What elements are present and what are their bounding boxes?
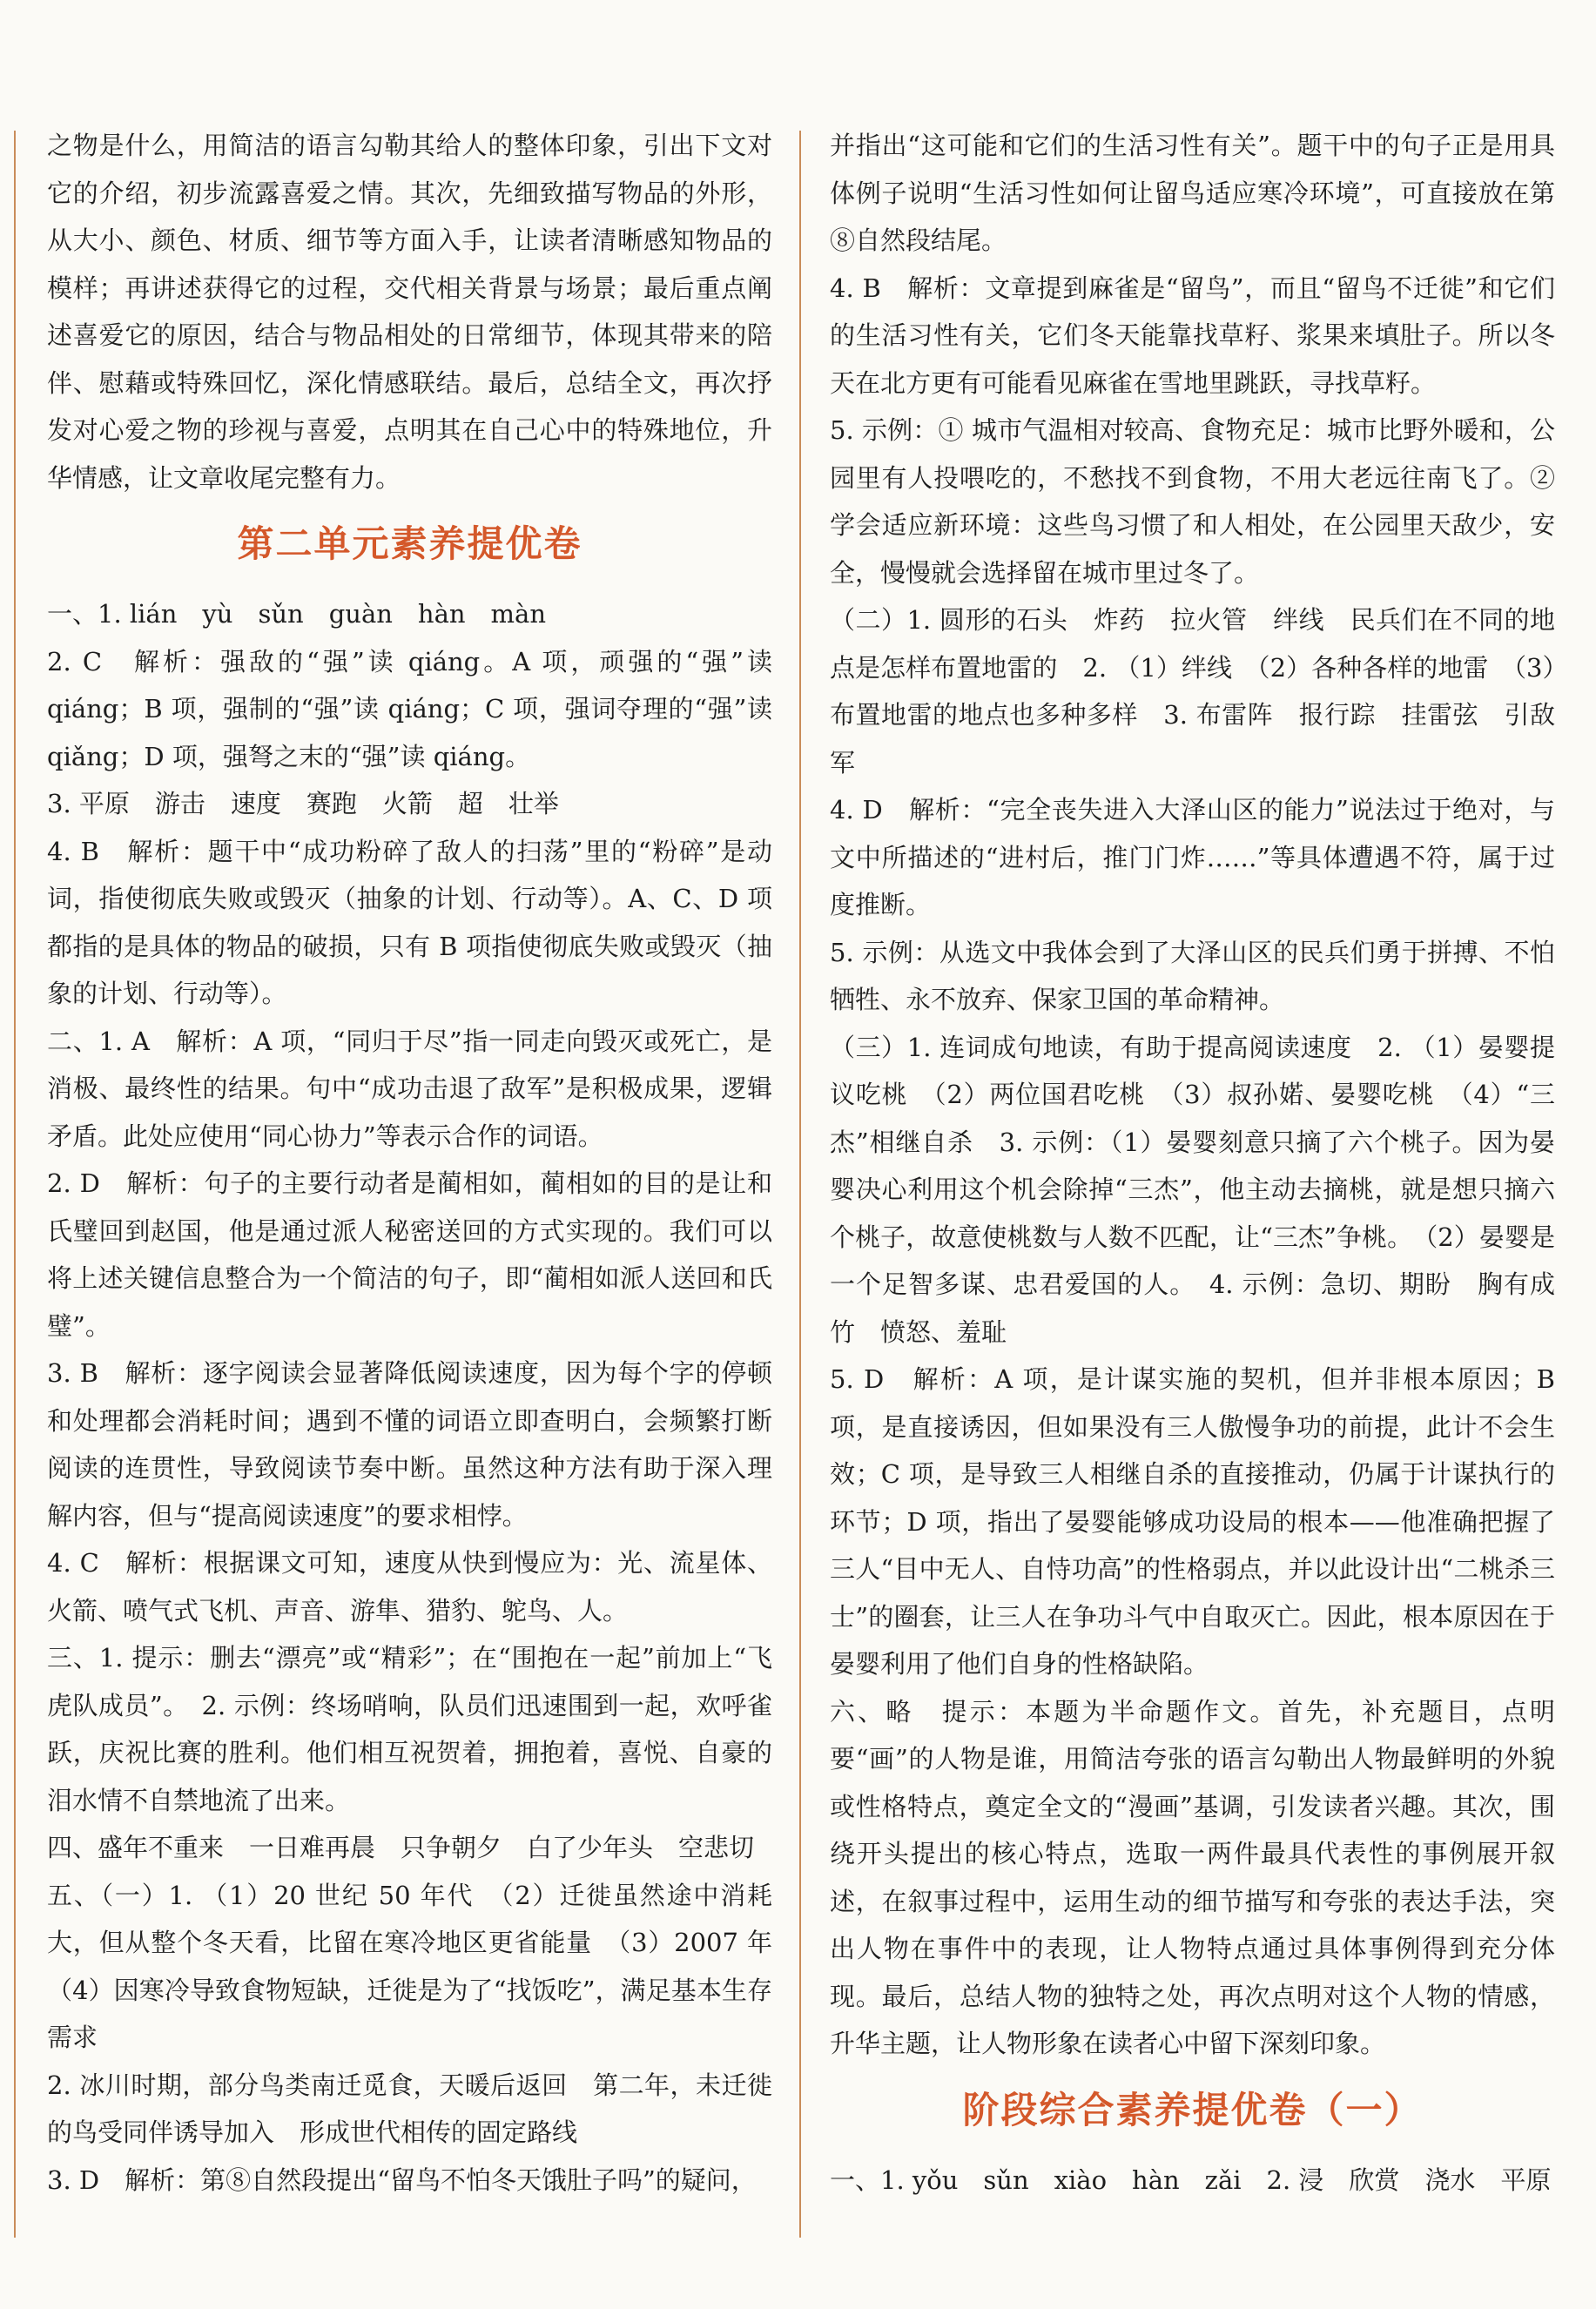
section-title-unit-two: 第二单元素养提优卷: [237, 522, 583, 565]
answer-paragraph: 四、盛年不重来 一日难再晨 只争朝夕 白了少年头 空悲切: [47, 1833, 755, 1862]
answer-paragraph: 4. C 解析：根据课文可知，速度从快到慢应为：光、流星体、火箭、喷气式飞机、声音、游隼、猎豹、鸵鸟、人。: [47, 1548, 772, 1626]
answer-paragraph: 4. B 解析：题干中“成功粉碎了敌人的扫荡”里的“粉碎”是动词，指使彻底失败或毁灭（抽象的计划、行动等）。A、C、D 项都指的是具体的物品的破损，只有 B 项指使彻底失败或毁灭（抽象的计划、行动等）。: [47, 836, 772, 1008]
answer-paragraph: 4. B 解析：文章提到麻雀是“留鸟”，而且“留鸟不迁徙”和它们的生活习性有关，它们冬天能靠找草籽、浆果来填肚子。所以冬天在北方更有可能看见麻雀在雪地里跳跃，寻找草籽。: [830, 273, 1555, 398]
left-margin-rule: [14, 131, 16, 2238]
answer-paragraph: 一、1. yǒu sǔn xiào hàn zǎi 2. 浸 欣赏 浇水 平原: [830, 2164, 1552, 2195]
section-title-stage-one: 阶段综合素养提优卷（一）: [962, 2088, 1423, 2131]
intro-paragraph: 之物是什么，用简洁的语言勾勒其给人的整体印象，引出下文对它的介绍，初步流露喜爱之情。其次，先细致描写物品的外形，从大小、颜色、材质、细节等方面入手，让读者清晰感知物品的模样；再讲述获得它的过程，交代相关背景与场景；最后重点阐述喜爱它的原因，结合与物品相处的日常细节，体现其带来的陪伴、慰藉或特殊回忆，深化情感联结。最后，总结全文，再次抒发对心爱之物的珍视与喜爱，点明其在自己心中的特殊地位，升华情感，让文章收尾完整有力。: [47, 131, 772, 493]
answer-paragraph: 五、（一）1. （1）20 世纪 50 年代 （2）迁徙虽然途中消耗大，但从整个冬天看，比留在寒冷地区更省能量 （3）2007 年 （4）因寒冷导致食物短缺，迁徙是为了“找饭吃”，满足基本生存需求: [47, 1880, 798, 2052]
answer-paragraph: 三、1. 提示：删去“漂亮”或“精彩”；在“围抱在一起”前加上“飞虎队成员”。 2. 示例：终场哨响，队员们迅速围到一起，欢呼雀跃，庆祝比赛的胜利。他们相互祝贺着，拥抱着，喜悦、自豪的泪水情不自禁地流了出来。: [47, 1643, 772, 1815]
right-column: [830, 122, 1555, 2204]
answer-paragraph: 一、1. lián yù sǔn guàn hàn màn: [47, 599, 547, 629]
answer-paragraph: 3. 平原 游击 速度 赛跑 火箭 超 壮举: [47, 789, 559, 818]
answer-paragraph: 并指出“这可能和它们的生活习性有关”。题干中的句子正是用具体例子说明“生活习性如何让留鸟适应寒冷环境”，可直接放在第⑧自然段结尾。: [830, 131, 1555, 255]
answer-paragraph: （三）1. 连词成句地读，有助于提高阅读速度 2. （1）晏婴提议吃桃 （2）两位国君吃桃 （3）叔孙婼、晏婴吃桃 （4）“三杰”相继自杀 3. 示例：（1）晏婴刻意只摘了六个桃子。因为晏婴决心利用这个机会除掉“三杰”，他主动去摘桃，就是想只摘六个桃子，故意使桃数与人数不匹配，让“三杰”争桃。 （2）晏婴是一个足智多谋、忠君爱国的人。 4. 示例：急切、期盼 胸有成竹 愤怒、羞耻: [830, 1032, 1555, 1347]
answer-paragraph: 二、1. A 解析：A 项，“同归于尽”指一同走向毁灭或死亡，是消极、最终性的结果。句中“成功击退了敌军”是积极成果，逻辑矛盾。此处应使用“同心协力”等表示合作的词语。: [47, 1026, 772, 1151]
answer-paragraph: 2. C 解析：强敌的“强”读 qiáng。A 项，顽强的“强”读 qiáng；B 项，强制的“强”读 qiáng；C 项，强词夺理的“强”读 qiǎng；D 项，强弩之末的“强”读 qiáng。: [47, 646, 772, 771]
answer-paragraph: 5. D 解析：A 项，是计谋实施的契机，但并非根本原因；B 项，是直接诱因，但如果没有三人傲慢争功的前提，此计不会生效；C 项，是导致三人相继自杀的直接推动，仍属于计谋执行的环节；D 项，指出了晏婴能够成功设局的根本——他准确把握了三人“目中无人、自恃功高”的性格弱点，并以此设计出“二桃杀三士”的圈套，让三人在争功斗气中自取灭亡。因此，根本原因在于晏婴利用了他们自身的性格缺陷。: [830, 1364, 1555, 1679]
answer-paragraph: 5. 示例：从选文中我体会到了大泽山区的民兵们勇于拼搏、不怕牺牲、永不放弃、保家卫国的革命精神。: [830, 937, 1555, 1014]
answer-paragraph: 4. D 解析：“完全丧失进入大泽山区的能力”说法过于绝对，与文中所描述的“进村后，推门门炸……”等具体遭遇不符，属于过度推断。: [830, 795, 1555, 919]
answer-paragraph: 2. D 解析：句子的主要行动者是蔺相如，蔺相如的目的是让和氏璧回到赵国，他是通过派人秘密送回的方式实现的。我们可以将上述关键信息整合为一个简洁的句子，即“蔺相如派人送回和氏璧”。: [47, 1168, 772, 1341]
answer-paragraph: （二）1. 圆形的石头 炸药 拉火管 绊线 民兵们在不同的地点是怎样布置地雷的 2. （1）绊线 （2）各种各样的地雷 （3）布置地雷的地点也多种多样 3. 布雷阵 报行踪 挂雷弦 引敌军: [830, 605, 1555, 778]
center-divider-rule: [799, 131, 801, 2238]
left-column: [47, 122, 798, 2204]
answer-paragraph: 六、略 提示：本题为半命题作文。首先，补充题目，点明要“画”的人物是谁，用简洁夸张的语言勾勒出人物最鲜明的外貌或性格特点，奠定全文的“漫画”基调，引发读者兴趣。其次，围绕开头提出的核心特点，选取一两件最具代表性的事例展开叙述，在叙事过程中，运用生动的细节描写和夸张的表达手法，突出人物在事件中的表现，让人物特点通过具体事例得到充分体现。最后，总结人物的独特之处，再次点明对这个人物的情感，升华主题，让人物形象在读者心中留下深刻印象。: [830, 1696, 1555, 2058]
answer-paragraph: 3. D 解析：第⑧自然段提出“留鸟不怕冬天饿肚子吗”的疑问，: [47, 2164, 757, 2195]
answer-paragraph: 3. B 解析：逐字阅读会显著降低阅读速度，因为每个字的停顿和处理都会消耗时间；遇到不懂的词语立即查明白，会频繁打断阅读的连贯性，导致阅读节奏中断。虽然这种方法有助于深入理解内容，但与“提高阅读速度”的要求相悖。: [47, 1358, 772, 1531]
answer-paragraph: 2. 冰川时期，部分鸟类南迁觅食，天暖后返回 第二年，未迁徙的鸟受同伴诱导加入 形成世代相传的固定路线: [47, 2070, 772, 2147]
answer-paragraph: 5. 示例：① 城市气温相对较高、食物充足：城市比野外暖和，公园里有人投喂吃的，不愁找不到食物，不用大老远往南飞了。② 学会适应新环境：这些鸟习惯了和人相处，在公园里天敌少，安全，慢慢就会选择留在城市里过冬了。: [830, 415, 1555, 588]
